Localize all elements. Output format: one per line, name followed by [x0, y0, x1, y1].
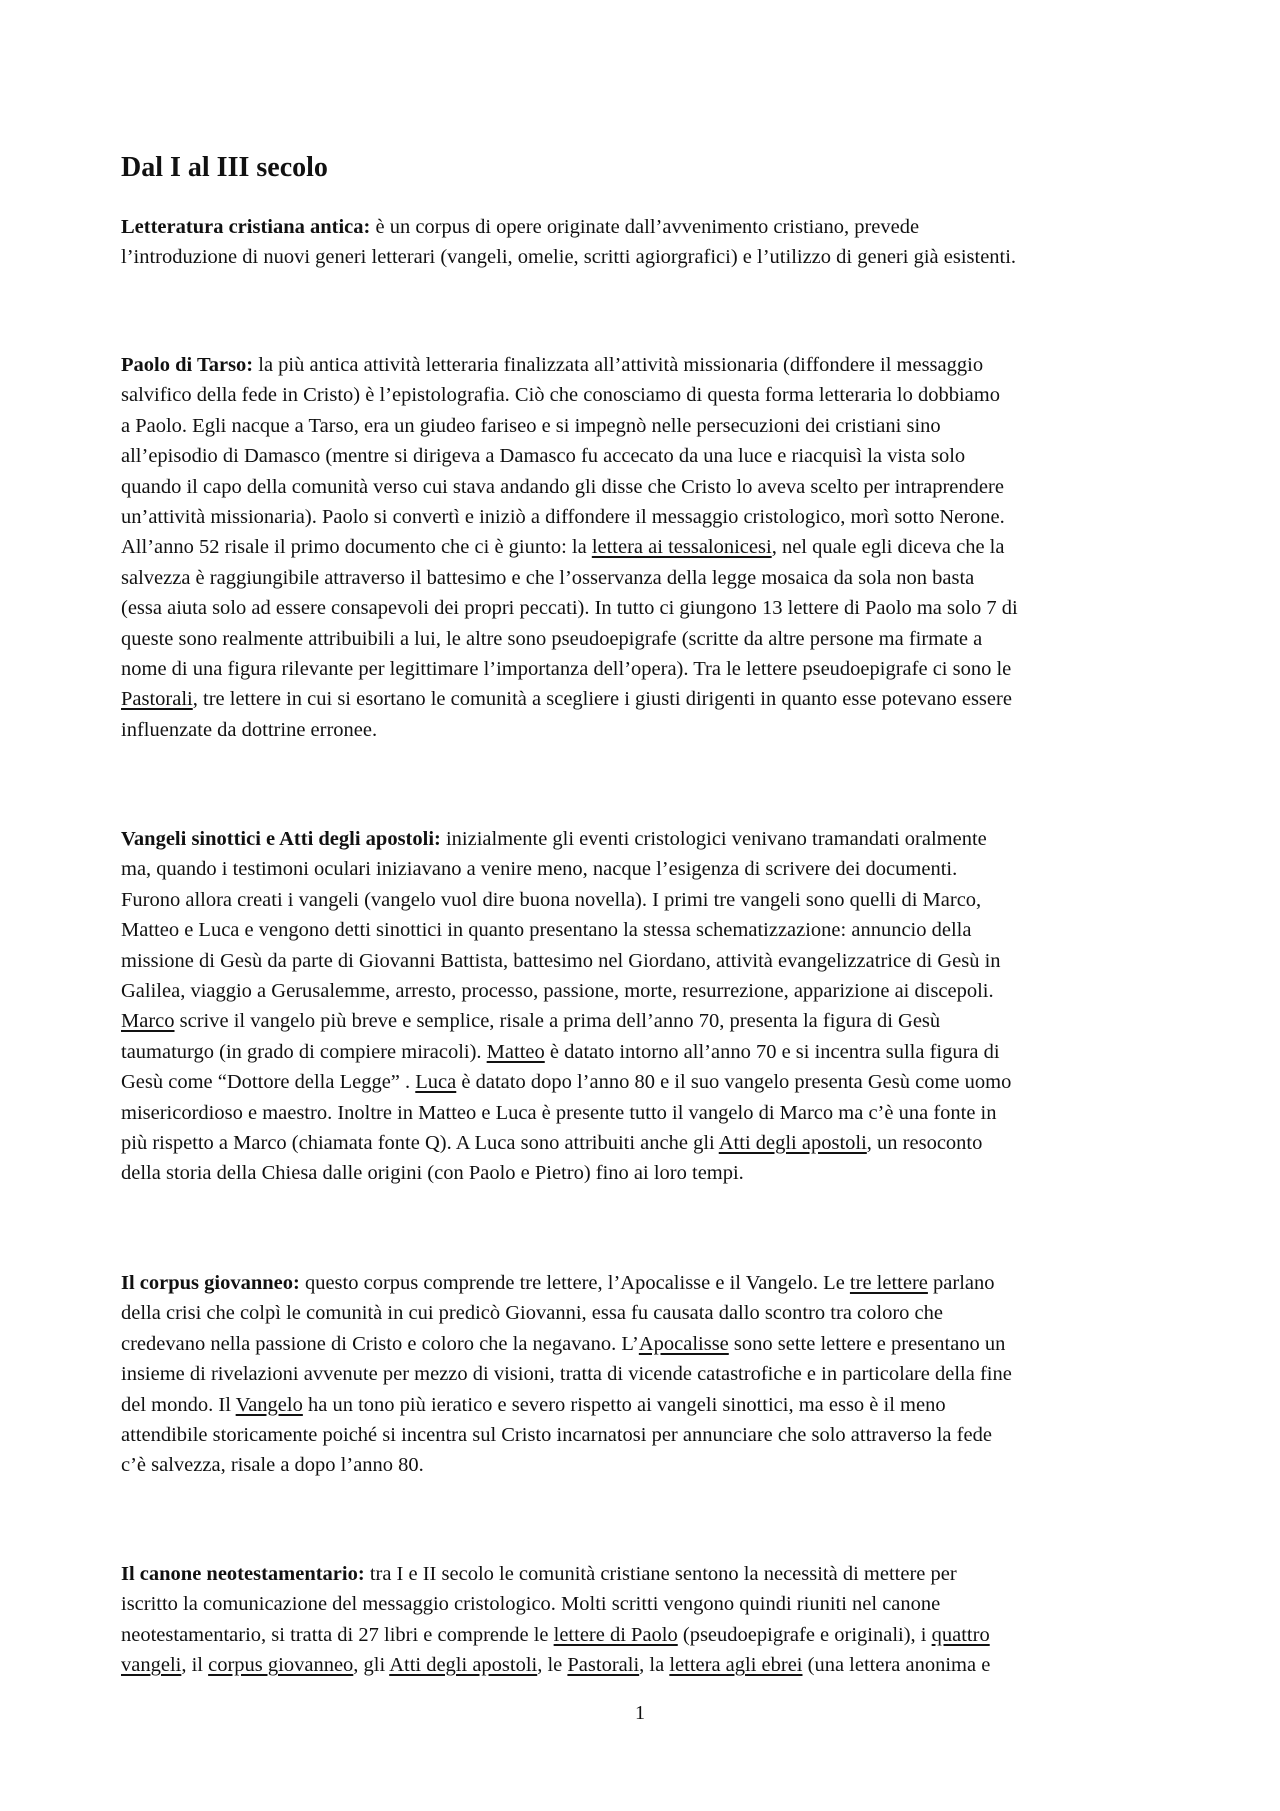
body-text: salvifico della fede in Cristo) è l’epistolografia. Ciò che conosciamo di questa forma letteraria lo dobbiamo [121, 384, 1000, 407]
body-text: influenzate da dottrine erronee. [121, 718, 378, 741]
body-text: , un resoconto [866, 1132, 983, 1155]
paragraph-line [121, 1650, 1171, 1680]
section-paolo-di-tarso [121, 350, 1171, 745]
paragraph-line [121, 1589, 1171, 1619]
body-text: un’attività missionaria). Paolo si convertì e iniziò a diffondere il messaggio cristologico, morì sotto Nerone. [121, 506, 1005, 529]
body-text: all’episodio di Damasco (mentre si dirigeva a Damasco fu accecato da una luce e riacquisì la vista solo [121, 445, 966, 468]
body-text: quando il capo della comunità verso cui stava andando gli disse che Cristo lo aveva scelto per intraprendere [121, 475, 1004, 498]
body-text: (essa aiuta solo ad essere consapevoli dei propri peccati). In tutto ci giungono 13 lettere di Paolo ma solo 7 di [121, 597, 1018, 620]
paragraph-line [121, 684, 1171, 714]
paragraph-line [121, 532, 1171, 562]
underlined-term: Atti degli apostoli [718, 1132, 867, 1155]
paragraph-line [121, 212, 1171, 242]
section-corpus-giovanneo [121, 1268, 1171, 1481]
body-text: del mondo. Il [121, 1393, 236, 1416]
body-text: Galilea, viaggio a Gerusalemme, arresto, processo, passione, morte, resurrezione, apparizione ai discepoli. [121, 980, 994, 1003]
paragraph-line [121, 885, 1171, 915]
paragraph-line [121, 1559, 1171, 1589]
body-text: inizialmente gli eventi cristologici venivano tramandati oralmente [440, 828, 987, 850]
body-text: taumaturgo (in grado di compiere miracoli). [121, 1040, 487, 1063]
body-text: nome di una figura rilevante per legittimare l’importanza dell’opera). Tra le lettere pseudoepigrafe ci sono le [121, 658, 1012, 681]
body-text: della crisi che colpì le comunità in cui predicò Giovanni, essa fu causata dallo scontro tra coloro che [121, 1302, 943, 1325]
paragraph-line [121, 854, 1171, 884]
page-number: 1 [635, 1702, 645, 1724]
paragraph-line [121, 1128, 1171, 1158]
body-text: parlano [927, 1272, 995, 1294]
underlined-term: Matteo [486, 1040, 545, 1063]
paragraph-line [121, 915, 1171, 945]
paragraph-line [121, 1037, 1171, 1067]
body-text: neotestamentario, si tratta di 27 libri e comprende le [121, 1623, 554, 1646]
paragraph-line [121, 472, 1171, 502]
body-text: più rispetto a Marco (chiamata fonte Q). A Luca sono attribuiti anche gli [121, 1132, 719, 1155]
paragraph-line [121, 441, 1171, 471]
body-text: a Paolo. Egli nacque a Tarso, era un giudeo fariseo e si impegnò nelle persecuzioni dei cristiani sino [121, 414, 941, 437]
paragraph-line [121, 1006, 1171, 1036]
section-label: Paolo di Tarso: [121, 354, 254, 376]
body-text: iscritto la comunicazione del messaggio cristologico. Molti scritti vengono quindi riuniti nel canone [121, 1593, 941, 1616]
paragraph-line [121, 1098, 1171, 1128]
section-label: Il canone neotestamentario: [121, 1563, 365, 1585]
paragraph-line [121, 1329, 1171, 1359]
paragraph-line [121, 946, 1171, 976]
body-text: , gli [353, 1654, 390, 1677]
paragraph-line [121, 1390, 1171, 1420]
underlined-term: corpus giovanneo [208, 1654, 354, 1677]
body-text: Gesù come “Dottore della Legge” . [121, 1071, 416, 1094]
paragraph-line [121, 502, 1171, 532]
paragraph-line [121, 624, 1171, 654]
body-text: queste sono realmente attribuibili a lui, le altre sono pseudoepigrafe (scritte da altre persone ma firmate a [121, 627, 983, 650]
body-text: missione di Gesù da parte di Giovanni Battista, battesimo nel Giordano, attività evangelizzatrice di Gesù in [121, 949, 1001, 972]
section-canone-neotestamentario [121, 1559, 1171, 1681]
paragraph-line [121, 593, 1171, 623]
paragraph-line [121, 1268, 1171, 1298]
body-text: misericordioso e maestro. Inoltre in Matteo e Luca è presente tutto il vangelo di Marco ma c’è una fonte in [121, 1101, 997, 1124]
underlined-term: Marco [121, 1010, 175, 1033]
body-text: sono sette lettere e presentano un [728, 1332, 1006, 1355]
body-text: ha un tono più ieratico e severo rispetto ai vangeli sinottici, ma esso è il meno [302, 1393, 946, 1416]
body-text: è datato dopo l’anno 80 e il suo vangelo presenta Gesù come uomo [456, 1071, 1012, 1094]
paragraph-line [121, 976, 1171, 1006]
underlined-term: Pastorali [567, 1654, 640, 1677]
paragraph-line [121, 1298, 1171, 1328]
body-text: è un corpus di opere originate dall’avvenimento cristiano, prevede [370, 216, 920, 238]
paragraph-line [121, 563, 1171, 593]
paragraph-line [121, 350, 1171, 380]
body-text: salvezza è raggiungibile attraverso il battesimo e che l’osservanza della legge mosaica da sola non basta [121, 566, 975, 589]
body-text: , le [537, 1654, 568, 1677]
body-text: Furono allora creati i vangeli (vangelo vuol dire buona novella). I primi tre vangeli sono quelli di Marco, [121, 888, 982, 911]
body-text: , il [181, 1654, 209, 1677]
paragraph-line [121, 411, 1171, 441]
paragraph-line [121, 380, 1171, 410]
body-text: tra I e II secolo le comunità cristiane sentono la necessità di mettere per [364, 1563, 957, 1585]
paragraph-line [121, 715, 1171, 745]
body-text: la più antica attività letteraria finalizzata all’attività missionaria (diffondere il messaggio [253, 354, 984, 376]
underlined-term: lettera agli ebrei [669, 1654, 803, 1677]
body-text: ma, quando i testimoni oculari iniziavano a venire meno, nacque l’esigenza di scrivere dei documenti. [121, 858, 958, 881]
section-label: Il corpus giovanneo: [121, 1272, 300, 1294]
paragraph-line [121, 824, 1171, 854]
underlined-term: Apocalisse [638, 1332, 729, 1355]
body-text: Matteo e Luca e vengono detti sinottici in quanto presentano la stessa schematizzazione: annuncio della [121, 919, 972, 942]
body-text: (pseudoepigrafe e originali), i [677, 1623, 932, 1646]
body-text: è datato intorno all’anno 70 e si incentra sulla figura di [544, 1040, 1000, 1063]
paragraph-line [121, 1067, 1171, 1097]
page-title: Dal I al III secolo [121, 152, 328, 183]
paragraph-line [121, 1620, 1171, 1650]
underlined-term: Luca [415, 1071, 457, 1094]
body-text: credevano nella passione di Cristo e coloro che la negavano. L’ [121, 1332, 639, 1355]
section-label: Letteratura cristiana antica: [121, 216, 371, 238]
paragraph-line [121, 1420, 1171, 1450]
body-text: l’introduzione di nuovi generi letterari (vangeli, omelie, scritti agiorgrafici) e l’utilizzo di generi già esistenti. [121, 246, 1017, 269]
body-text: , la [639, 1654, 670, 1677]
underlined-term: Atti degli apostoli [389, 1654, 538, 1677]
paragraph-line [121, 1158, 1171, 1188]
body-text: c’è salvezza, risale a dopo l’anno 80. [121, 1454, 424, 1477]
body-text: della storia della Chiesa dalle origini (con Paolo e Pietro) fino ai loro tempi. [121, 1162, 744, 1185]
section-letteratura-cristiana-antica [121, 212, 1171, 273]
section-vangeli-sinottici [121, 824, 1171, 1189]
body-text: scrive il vangelo più breve e semplice, risale a prima dell’anno 70, presenta la figura di Gesù [174, 1010, 941, 1033]
body-text: insieme di rivelazioni avvenute per mezzo di visioni, tratta di vicende catastrofiche e in particolare della fine [121, 1363, 1012, 1386]
section-label: Vangeli sinottici e Atti degli apostoli: [121, 828, 441, 850]
paragraph-line [121, 1359, 1171, 1389]
body-text: All’anno 52 risale il primo documento che ci è giunto: la [121, 536, 592, 559]
paragraph-line [121, 654, 1171, 684]
body-text: , tre lettere in cui si esortano le comunità a scegliere i giusti dirigenti in quanto esse potevano essere [192, 688, 1012, 711]
body-text: , nel quale egli diceva che la [771, 536, 1005, 559]
underlined-term: quattro [931, 1623, 990, 1646]
underlined-term: lettera ai tessalonicesi [591, 536, 772, 559]
underlined-term: Pastorali [121, 688, 193, 711]
body-text: questo corpus comprende tre lettere, l’Apocalisse e il Vangelo. Le [299, 1272, 850, 1294]
underlined-term: vangeli [121, 1654, 182, 1677]
paragraph-line [121, 1450, 1171, 1480]
underlined-term: Vangelo [235, 1393, 303, 1416]
paragraph-line [121, 242, 1171, 272]
body-text: (una lettera anonima e [802, 1654, 991, 1677]
underlined-term: lettere di Paolo [553, 1623, 678, 1646]
underlined-term: tre lettere [849, 1272, 928, 1294]
body-text: attendibile storicamente poiché si incentra sul Cristo incarnatosi per annunciare che solo attraverso la fede [121, 1424, 992, 1447]
